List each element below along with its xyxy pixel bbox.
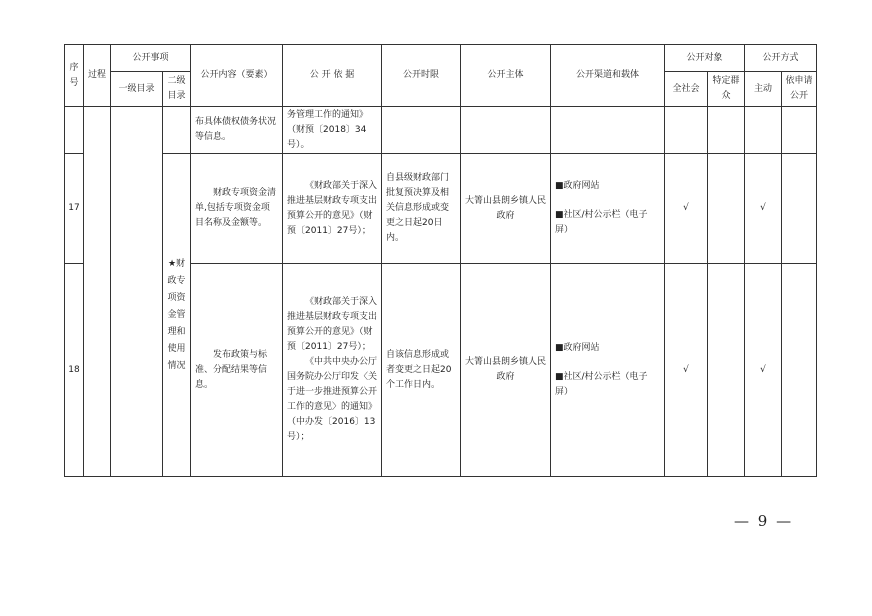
cell-specific [708,154,745,264]
header-seq: 序号 [65,45,84,107]
cell-basis [283,264,382,477]
channel-bulletin: ■社区/村公示栏（电子屏） [555,371,648,397]
cell-society: √ [665,154,708,264]
channel-bulletin: ■社区/村公示栏（电子屏） [555,210,648,235]
cell-seq [65,107,84,154]
header-active: 主动 [745,72,782,107]
cell-basis: 务管理工作的通知》（财预〔2018〕34号）。 [283,107,382,154]
cell-process [84,107,111,477]
cell-level2 [163,107,191,154]
header-timelimit: 公开时限 [382,45,461,107]
header-level2: 二级目录 [163,72,191,107]
cell-content: 布具体债权债务状况等信息。 [191,107,283,154]
header-subject: 公开主体 [461,45,551,107]
cell-channel [551,107,665,154]
cell-request [782,107,817,154]
basis-item-2: 《中共中央办公厅国务院办公厅印发〈关于进一步推进预算公开工作的意见〉的通知》（中办发〔2016〕13号）； [287,357,378,442]
cell-content: 发布政策与标准、分配结果等信息。 [191,264,283,477]
table-row-17 [65,154,817,264]
header-method: 公开方式 [745,45,817,72]
cell-active [745,107,782,154]
cell-subject: 大箐山县朗乡镇人民政府 [461,154,551,264]
header-specific: 特定群众 [708,72,745,107]
channel-website: ■政府网站 [555,342,600,353]
channel-website: ■政府网站 [555,181,600,191]
disclosure-table [64,44,817,477]
header-basis: 公 开 依 据 [283,45,382,107]
table-row-continued [65,107,817,154]
cell-basis: 《财政部关于深入推进基层财政专项支出预算公开的意见》（财预〔2011〕27号）； [283,154,382,264]
cell-active: √ [745,154,782,264]
cell-channel [551,264,665,477]
cell-request [782,264,817,477]
cell-specific [708,107,745,154]
cell-request [782,154,817,264]
header-channel: 公开渠道和载体 [551,45,665,107]
cell-channel [551,154,665,264]
cell-society [665,107,708,154]
cell-seq: 18 [65,264,84,477]
cell-level1 [111,107,163,477]
header-row-1 [65,45,817,72]
page-number: — 9 — [734,512,794,530]
header-level1: 一级目录 [111,72,163,107]
cell-content: 财政专项资金清单,包括专项资金项目名称及金额等。 [191,154,283,264]
cell-subject: 大箐山县朗乡镇人民政府 [461,264,551,477]
cell-specific [708,264,745,477]
header-request: 依申请公开 [782,72,817,107]
cell-level2-merged: ★财政专项资金管理和使用情况 [163,154,191,477]
header-society: 全社会 [665,72,708,107]
cell-seq: 17 [65,154,84,264]
header-target: 公开对象 [665,45,745,72]
cell-timelimit: 自该信息形成或者变更之日起20个工作日内。 [382,264,461,477]
cell-society: √ [665,264,708,477]
cell-subject [461,107,551,154]
header-content: 公开内容（要素） [191,45,283,107]
basis-item-1: 《财政部关于深入推进基层财政专项支出预算公开的意见》（财预〔2011〕27号）； [287,297,378,352]
header-process: 过程 [84,45,111,107]
header-matter: 公开事项 [111,45,191,72]
cell-active: √ [745,264,782,477]
cell-timelimit [382,107,461,154]
cell-timelimit: 自县级财政部门批复预决算及相关信息形成或变更之日起20日内。 [382,154,461,264]
